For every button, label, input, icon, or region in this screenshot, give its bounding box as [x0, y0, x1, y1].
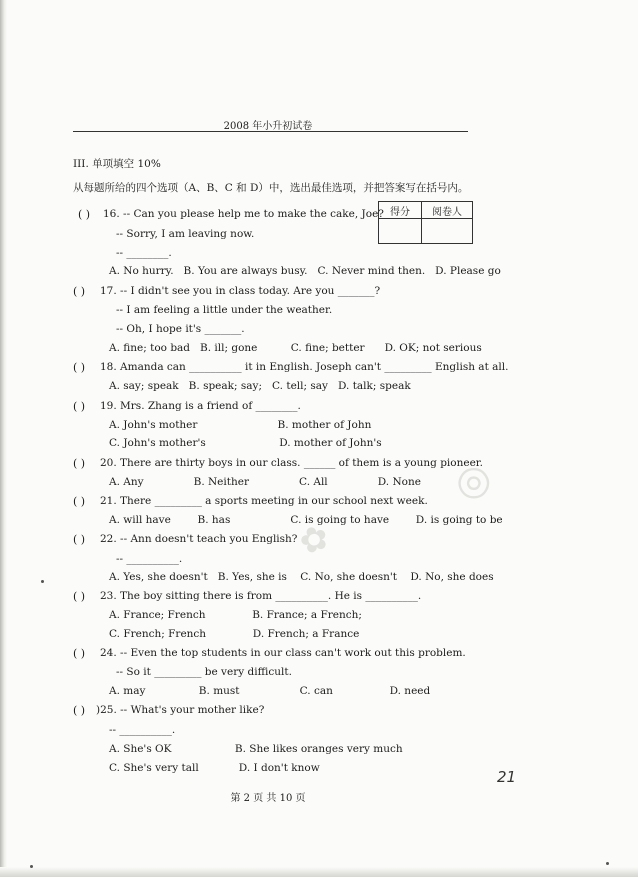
question-16-line: -- Sorry, I am leaving now.: [116, 228, 255, 240]
question-22-stem: 22. -- Ann doesn't teach you English?: [100, 533, 298, 545]
answer-blank-24[interactable]: ( ): [73, 647, 86, 660]
section-heading: III. 单项填空 10%: [73, 158, 161, 170]
question-25-line: -- __________.: [109, 724, 176, 736]
question-16-line: -- ________.: [116, 247, 172, 259]
question-17-line: -- Oh, I hope it's _______.: [116, 323, 245, 335]
question-24-options: A. may B. must C. can D. need: [109, 685, 431, 697]
question-19-options: A. John's mother B. mother of John: [109, 419, 372, 431]
answer-blank-19[interactable]: ( ): [73, 400, 86, 413]
question-16-stem: 16. -- Can you please help me to make the cake, Joe?: [103, 208, 384, 220]
bleed-through-mark: ◎: [445, 452, 500, 510]
question-25-options: A. She's OK B. She likes oranges very much: [109, 743, 403, 755]
question-25-options: C. She's very tall D. I don't know: [109, 762, 320, 774]
grader-cell[interactable]: [422, 219, 473, 244]
question-18-stem: 18. Amanda can __________ it in English. Joseph can't _________ English at all.: [100, 361, 509, 373]
answer-blank-17[interactable]: ( ): [73, 285, 86, 298]
question-21-stem: 21. There _________ a sports meeting in our school next week.: [100, 495, 428, 507]
question-17-options: A. fine; too bad B. ill; gone C. fine; better D. OK; not serious: [109, 342, 482, 354]
question-16-options: A. No hurry. B. You are always busy. C. Never mind then. D. Please go: [109, 265, 501, 277]
header-rule: [73, 131, 468, 132]
scan-speck: [606, 862, 609, 865]
score-label: 得分: [379, 202, 422, 219]
handwritten-score: 21: [497, 768, 517, 786]
question-25-stem: )25. -- What's your mother like?: [96, 704, 265, 716]
scan-edge-bottom: [0, 867, 638, 877]
score-cell[interactable]: [379, 219, 422, 244]
question-23-options: C. French; French D. French; a France: [109, 628, 360, 640]
scan-speck: [41, 580, 44, 583]
question-23-options: A. France; French B. France; a French;: [109, 609, 362, 621]
grader-label: 阅卷人: [422, 202, 473, 219]
answer-blank-23[interactable]: ( ): [73, 590, 86, 603]
question-20-options: A. Any B. Neither C. All D. None: [109, 476, 421, 488]
question-17-stem: 17. -- I didn't see you in class today. Are you _______?: [100, 285, 381, 297]
answer-blank-20[interactable]: ( ): [73, 457, 86, 470]
answer-blank-25[interactable]: ( ): [73, 704, 86, 717]
bleed-through-mark: ✿: [294, 516, 335, 564]
page-header-title: 2008 年小升初试卷: [223, 121, 313, 132]
question-23-stem: 23. The boy sitting there is from __________. He is __________.: [100, 590, 422, 602]
question-24-line: -- So it _________ be very difficult.: [116, 666, 292, 678]
answer-blank-16[interactable]: ( ): [78, 208, 91, 221]
score-box: [378, 201, 473, 244]
question-24-stem: 24. -- Even the top students in our class can't work out this problem.: [100, 647, 466, 659]
question-18-options: A. say; speak B. speak; say; C. tell; say D. talk; speak: [109, 380, 411, 392]
page-footer: 第 2 页 共 10 页: [230, 793, 306, 804]
question-19-stem: 19. Mrs. Zhang is a friend of ________.: [100, 400, 301, 412]
scan-speck: [30, 865, 33, 868]
answer-blank-18[interactable]: ( ): [73, 361, 86, 374]
section-instruction: 从每题所给的四个选项（A、B、C 和 D）中，选出最佳选项，并把答案写在括号内。: [73, 182, 469, 194]
question-22-options: A. Yes, she doesn't B. Yes, she is C. No, she doesn't D. No, she does: [109, 571, 494, 583]
question-20-stem: 20. There are thirty boys in our class. ______ of them is a young pioneer.: [100, 457, 484, 469]
answer-blank-21[interactable]: ( ): [73, 495, 86, 508]
question-17-line: -- I am feeling a little under the weather.: [116, 304, 333, 316]
question-21-options: A. will have B. has C. is going to have D. is going to be: [109, 514, 503, 526]
question-22-line: -- __________.: [116, 553, 183, 565]
answer-blank-22[interactable]: ( ): [73, 533, 86, 546]
question-19-options: C. John's mother's D. mother of John's: [109, 437, 382, 449]
